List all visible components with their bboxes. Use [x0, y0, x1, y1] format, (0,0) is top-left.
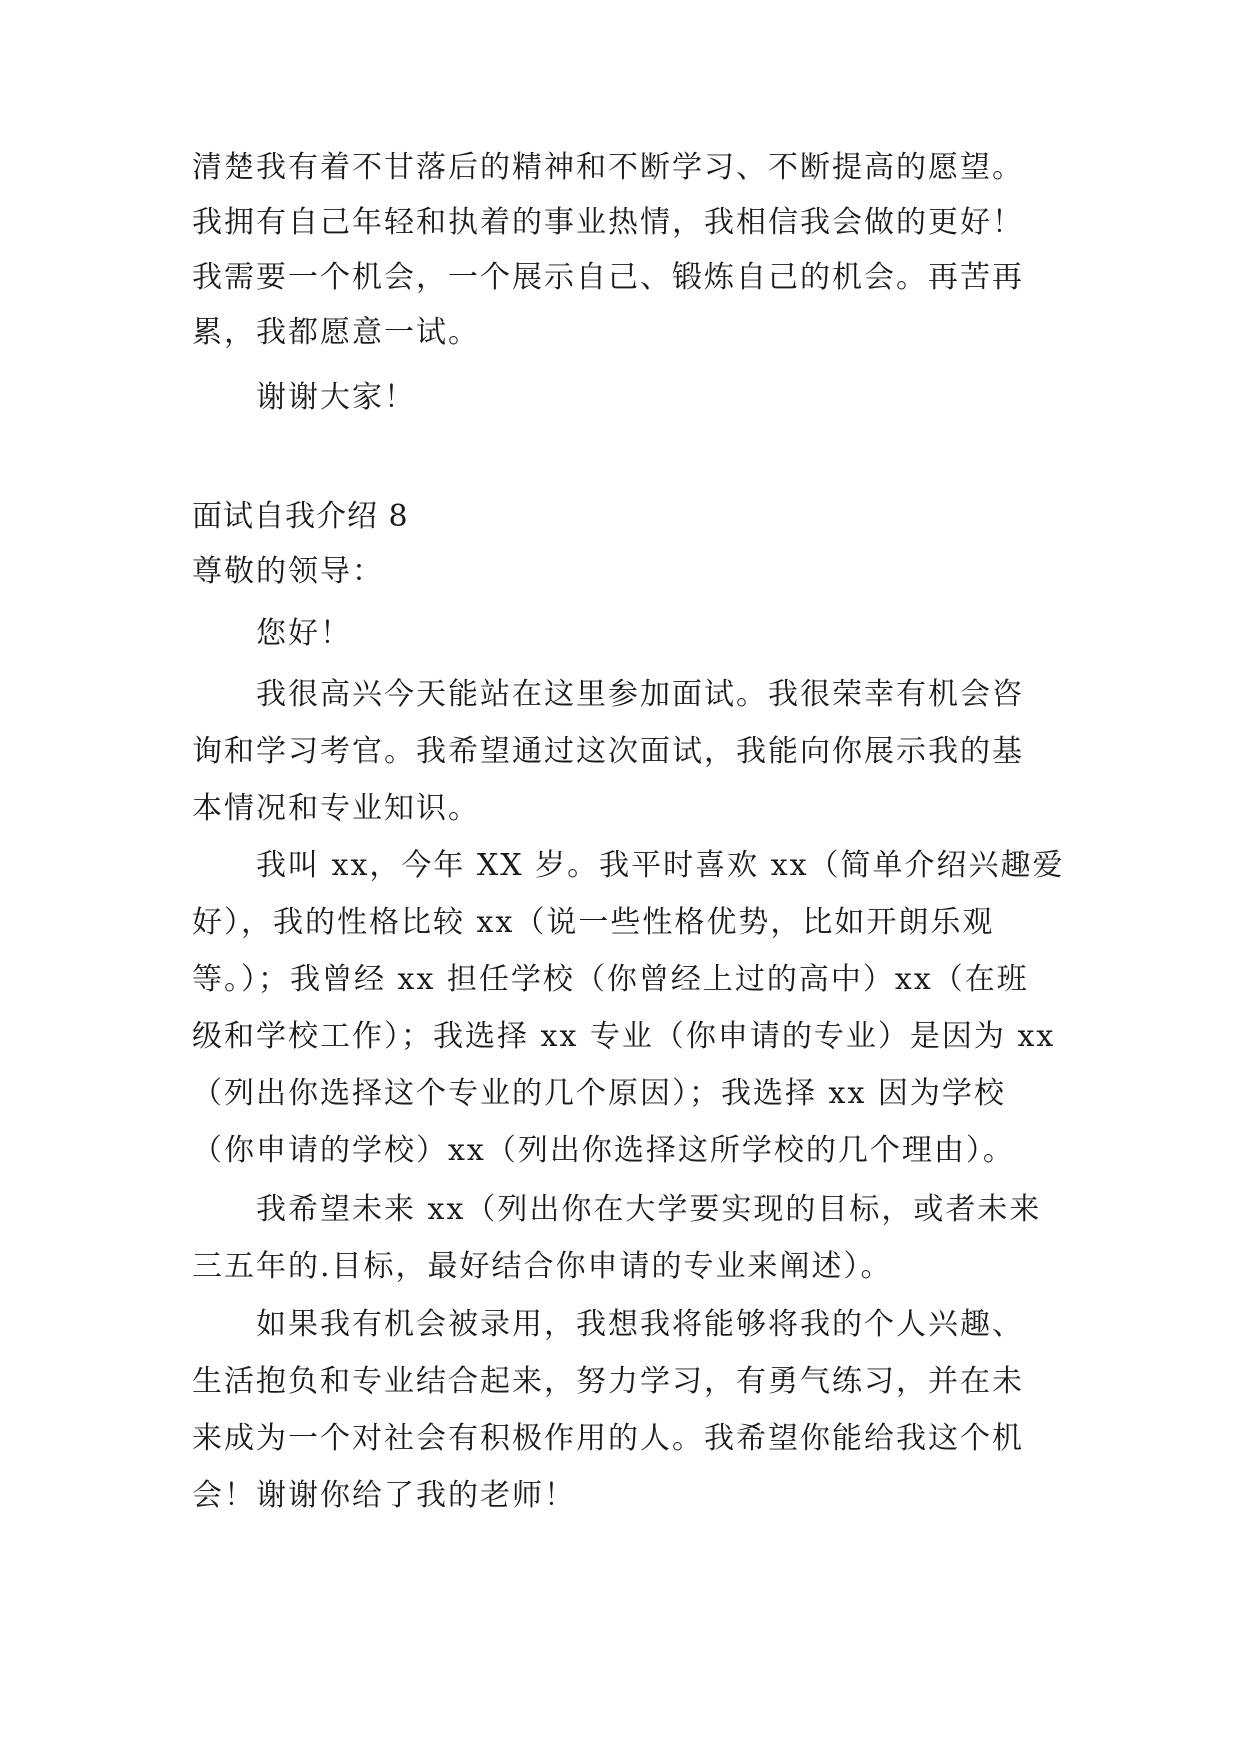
text-line: 清楚我有着不甘落后的精神和不断学习、不断提高的愿望。: [192, 150, 1024, 185]
paragraph-line: 本情况和专业知识。: [192, 791, 480, 826]
paragraph-line: 等。）；我曾经 xx 担任学校（你曾经上过的高中）xx（在班: [192, 962, 1029, 997]
paragraph-line: 我叫 xx，今年 XX 岁。我平时喜欢 xx（简单介绍兴趣爱: [256, 848, 1065, 883]
paragraph-line: 三五年的.目标，最好结合你申请的专业来阐述）。: [192, 1249, 893, 1284]
paragraph-line: 我希望未来 xx（列出你在大学要实现的目标，或者未来: [256, 1192, 1042, 1227]
paragraph-line: 我很高兴今天能站在这里参加面试。我很荣幸有机会咨: [256, 677, 1024, 712]
greeting: 您好！: [256, 616, 352, 651]
text-line: 我需要一个机会，一个展示自己、锻炼自己的机会。再苦再: [192, 260, 1024, 295]
paragraph-line: 好），我的性格比较 xx（说一些性格优势，比如开朗乐观: [192, 905, 995, 940]
paragraph-line: 如果我有机会被录用，我想我将能够将我的个人兴趣、: [256, 1307, 1024, 1342]
paragraph-line: 询和学习考官。我希望通过这次面试，我能向你展示我的基: [192, 734, 1024, 769]
salutation: 尊敬的领导：: [192, 554, 384, 589]
paragraph-line: 生活抱负和专业结合起来，努力学习，有勇气练习，并在未: [192, 1364, 1024, 1399]
text-line: 累，我都愿意一试。: [192, 315, 480, 350]
section-heading: 面试自我介绍 8: [192, 499, 409, 534]
thanks-line: 谢谢大家！: [256, 380, 416, 415]
paragraph-line: （列出你选择这个专业的几个原因）；我选择 xx 因为学校: [192, 1076, 1006, 1111]
text-line: 我拥有自己年轻和执着的事业热情，我相信我会做的更好！: [192, 205, 1024, 240]
paragraph-line: 级和学校工作）；我选择 xx 专业（你申请的专业）是因为 xx: [192, 1019, 1056, 1054]
paragraph-line: （你申请的学校）xx（列出你选择这所学校的几个理由）。: [192, 1133, 1015, 1168]
paragraph-line: 来成为一个对社会有积极作用的人。我希望你能给我这个机: [192, 1421, 1024, 1456]
paragraph-line: 会！谢谢你给了我的老师！: [192, 1478, 576, 1513]
